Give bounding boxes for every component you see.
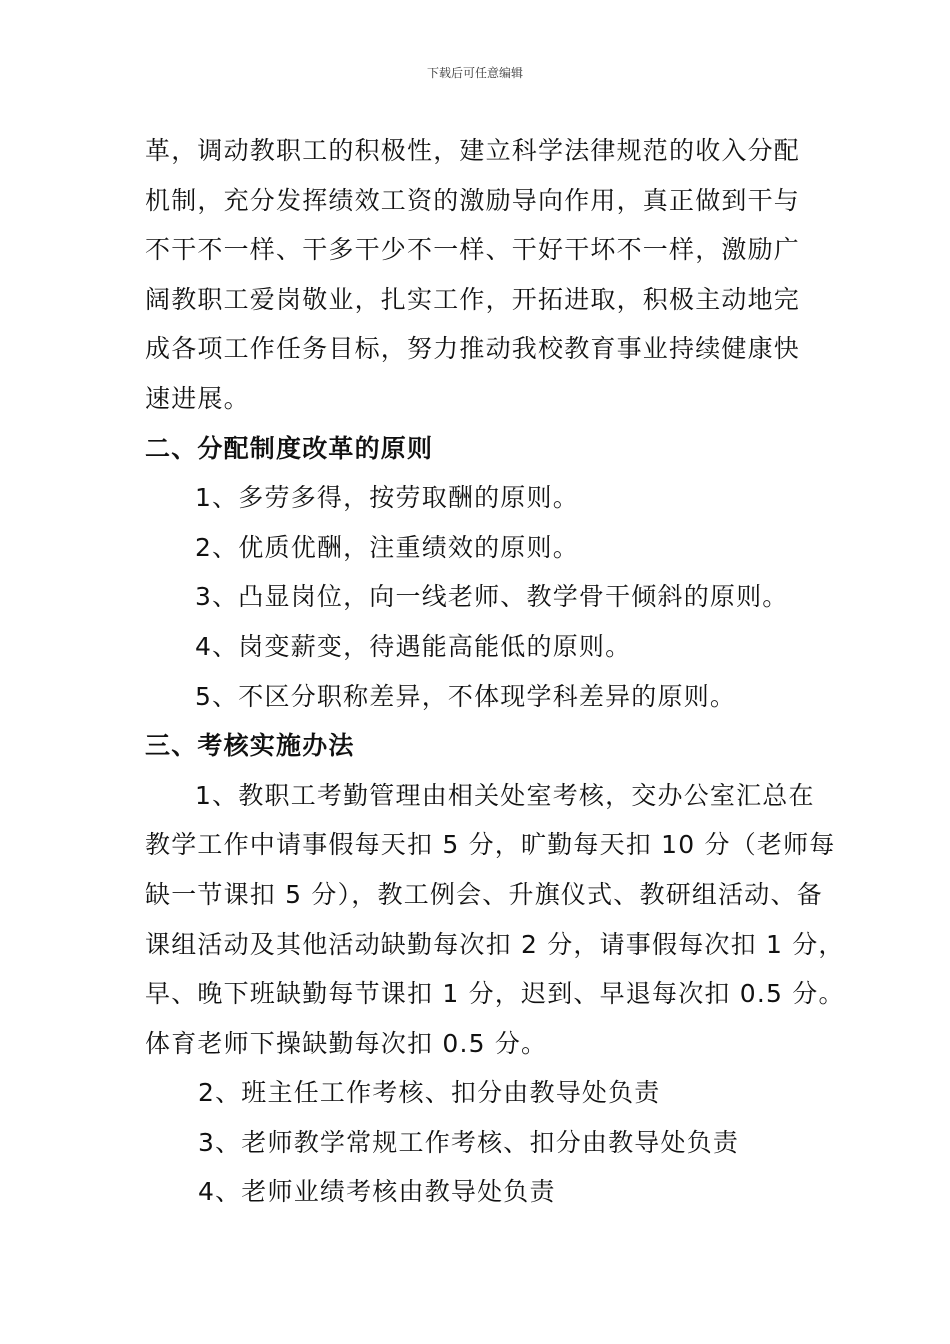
principle-item: 4、岗变薪变，待遇能高能低的原则。 [195,631,632,661]
paragraph-line: 革，调动教职工的积极性，建立科学法律规范的收入分配 [145,136,801,165]
paragraph-line: 体育老师下操缺勤每次扣 0.5 分。 [145,1028,548,1058]
paragraph-line: 机制，充分发挥绩效工资的激励导向作用，真正做到干与 [145,185,801,215]
method-item: 2、班主任工作考核、扣分由教导处负责 [198,1078,661,1108]
principle-item: 1、多劳多得，按劳取酬的原则。 [195,483,579,513]
method-item: 3、老师教学常规工作考核、扣分由教导处负责 [198,1127,740,1157]
paragraph-line: 速进展。 [145,383,250,413]
method-item: 4、老师业绩考核由教导处负责 [198,1177,556,1207]
method-item: 1、教职工考勤管理由相关处室考核，交办公室汇总在 [195,780,815,810]
paragraph-line: 不干不一样、干多干少不一样、干好干坏不一样，激励广 [145,235,801,265]
paragraph-line: 阔教职工爱岗敬业，扎实工作，开拓进取，积极主动地完 [145,284,801,314]
principle-item: 5、不区分职称差异，不体现学科差异的原则。 [195,681,737,711]
section-heading: 三、考核实施办法 [145,731,355,761]
paragraph-line: 缺一节课扣 5 分），教工例会、升旗仪式、教研组活动、备 [145,879,823,909]
paragraph-line: 课组活动及其他活动缺勤每次扣 2 分，请事假每次扣 1 分， [145,929,845,959]
paragraph-line: 早、晚下班缺勤每节课扣 1 分，迟到、早退每次扣 0.5 分。 [145,979,845,1009]
principle-item: 3、凸显岗位，向一线老师、教学骨干倾斜的原则。 [195,582,789,612]
paragraph-line: 教学工作中请事假每天扣 5 分，旷勤每天扣 10 分（老师每 [145,830,836,860]
page-header-note: 下载后可任意编辑 [426,66,523,80]
section-heading: 二、分配制度改革的原则 [145,433,434,463]
principle-item: 2、优质优酬，注重绩效的原则。 [195,532,579,562]
paragraph-line: 成各项工作任务目标，努力推动我校教育事业持续健康快 [145,334,801,364]
document-body [145,126,845,1217]
